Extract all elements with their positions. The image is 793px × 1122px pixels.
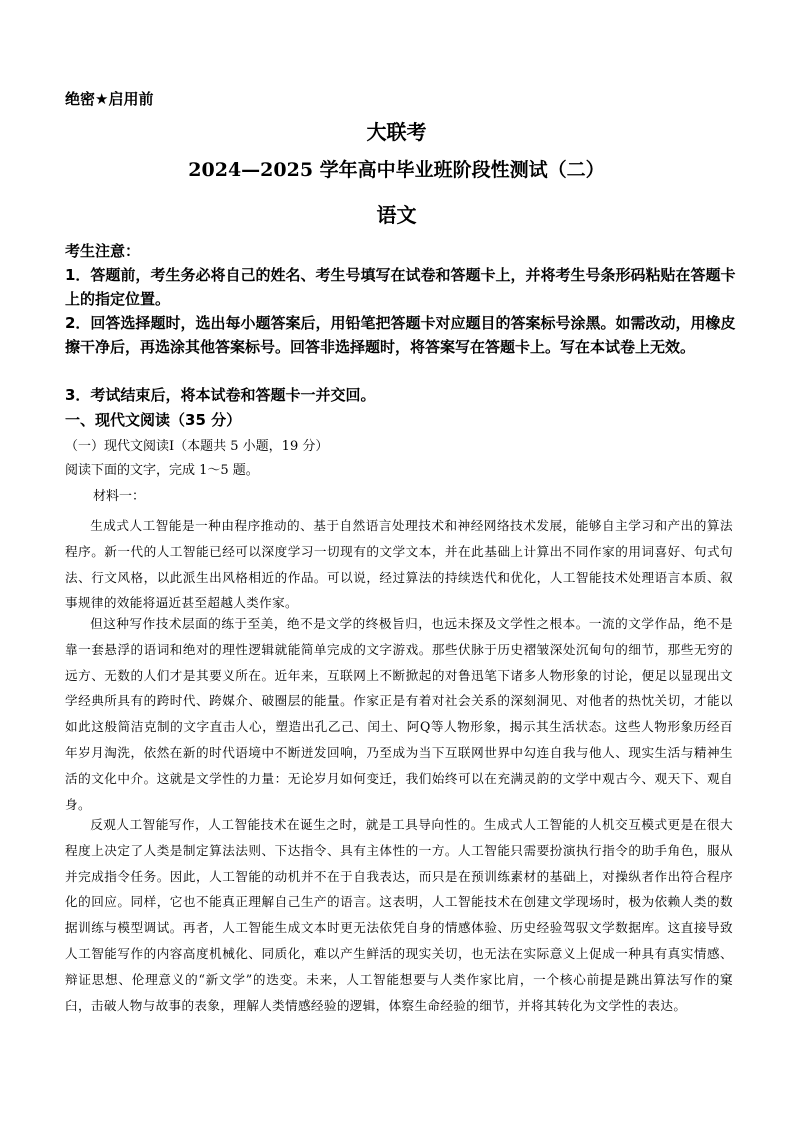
exam-org: 大联考 xyxy=(366,120,427,144)
section-title: 一、现代文阅读（35 分） xyxy=(65,411,242,429)
material-label: 材料一： xyxy=(93,489,146,504)
passage-paragraph-2 xyxy=(65,611,733,817)
exam-title: 2024—2025 学年高中毕业班阶段性测试（二） xyxy=(188,159,605,181)
notice-item-1: 1．答题前，考生务必将自己的姓名、考生号填写在试卷和答题卡上，并将考生号条形码粘贴在答题卡上的指定位置。 xyxy=(65,266,736,308)
subject-title: 语文 xyxy=(376,203,417,227)
paragraph-text: 反观人工智能写作，人工智能技术在诞生之时，就是工具导向性的。生成式人工智能的人机交互模式更是在很大程度上决定了人类是制定算法法则、下达指令、具有主体性的一方。人工智能只需要扮演执行指令的助手角色，服从并完成指令任务。因此，人工智能的动机并不在于自我表达，而只是在预训练素材的基础上，对操纵者作出符合程序化的回应。同样，它也不能真正理解自己生产的语言。这表明，人工智能技术在创建文学现场时，极为依赖人类的数据训练与模型调试。再者，人工智能生成文本时更无法依凭自身的情感体验、历史经验驾驭文学数据库。这直接导致人工智能写作的内容高度机械化、同质化，难以产生鲜活的现实关切，也无法在实际意义上促成一种具有真实情感、辩证思想、伦理意义的“新文学”的迭变。未来，人工智能想要与人类作家比肩，一个核心前提是跳出算法写作的窠臼，击破人物与故事的表象，理解人类情感经验的逻辑，体察生命经验的细节，并将其转化为文学性的表达。 xyxy=(65,817,733,1013)
notice-item-3: 3．考试结束后，将本试卷和答题卡一并交回。 xyxy=(65,386,376,404)
paragraph-text: 生成式人工智能是一种由程序推动的、基于自然语言处理技术和神经网络技术发展，能够自主学习和产出的算法程序。新一代的人工智能已经可以深度学习一切现有的文学文本，并在此基础上计算出不同作家的用词喜好、句式句法、行文风格，以此派生出风格相近的作品。可以说，经过算法的持续迭代和优化，人工智能技术处理语言本质、叙事规律的效能将逼近甚至超越人类作家。 xyxy=(65,518,733,611)
notice-heading: 考生注意： xyxy=(65,242,141,260)
subsection-title: （一）现代文阅读Ⅰ（本题共 5 小题，19 分） xyxy=(65,439,329,454)
passage-paragraph-1 xyxy=(65,513,733,616)
reading-instruction: 阅读下面的文字，完成 1～5 题。 xyxy=(65,463,259,478)
notice-item-2: 2．回答选择题时，选出每小题答案后，用铅笔把答题卡对应题目的答案标号涂黑。如需改动，用橡皮擦干净后，再选涂其他答案标号。回答非选择题时，将答案写在答题卡上。写在本试卷上无效。 xyxy=(65,314,736,356)
confidential-label: 绝密★启用前 xyxy=(65,90,154,108)
passage-paragraph-3 xyxy=(65,812,733,1018)
paragraph-text: 但这种写作技术层面的练于至美，绝不是文学的终极旨归，也远未探及文学性之根本。一流的文学作品，绝不是靠一套悬浮的语词和绝对的理性逻辑就能简单完成的文字游戏。那些伏脉于历史褶皱深处沉甸句的细节，那些无穷的远方、无数的人们才是其要义所在。近年来，互联网上不断掀起的对鲁迅笔下诸多人物形象的讨论，便足以显现出文学经典所具有的跨时代、跨媒介、破圈层的能量。作家正是有着对社会关系的深刻洞见、对他者的热忱关切，才能以如此这般简洁克制的文字直击人心，塑造出孔乙己、闰土、阿Q等人物形象，揭示其生活状态。这些人物形象历经百年岁月淘洗，依然在新的时代语境中不断迸发回响，乃至成为当下互联网世界中勾连自我与他人、现实生活与精神生活的文化中介。这就是文学性的力量：无论岁月如何变迁，我们始终可以在充满灵韵的文学中观古今、观天下、观自身。 xyxy=(65,616,733,812)
